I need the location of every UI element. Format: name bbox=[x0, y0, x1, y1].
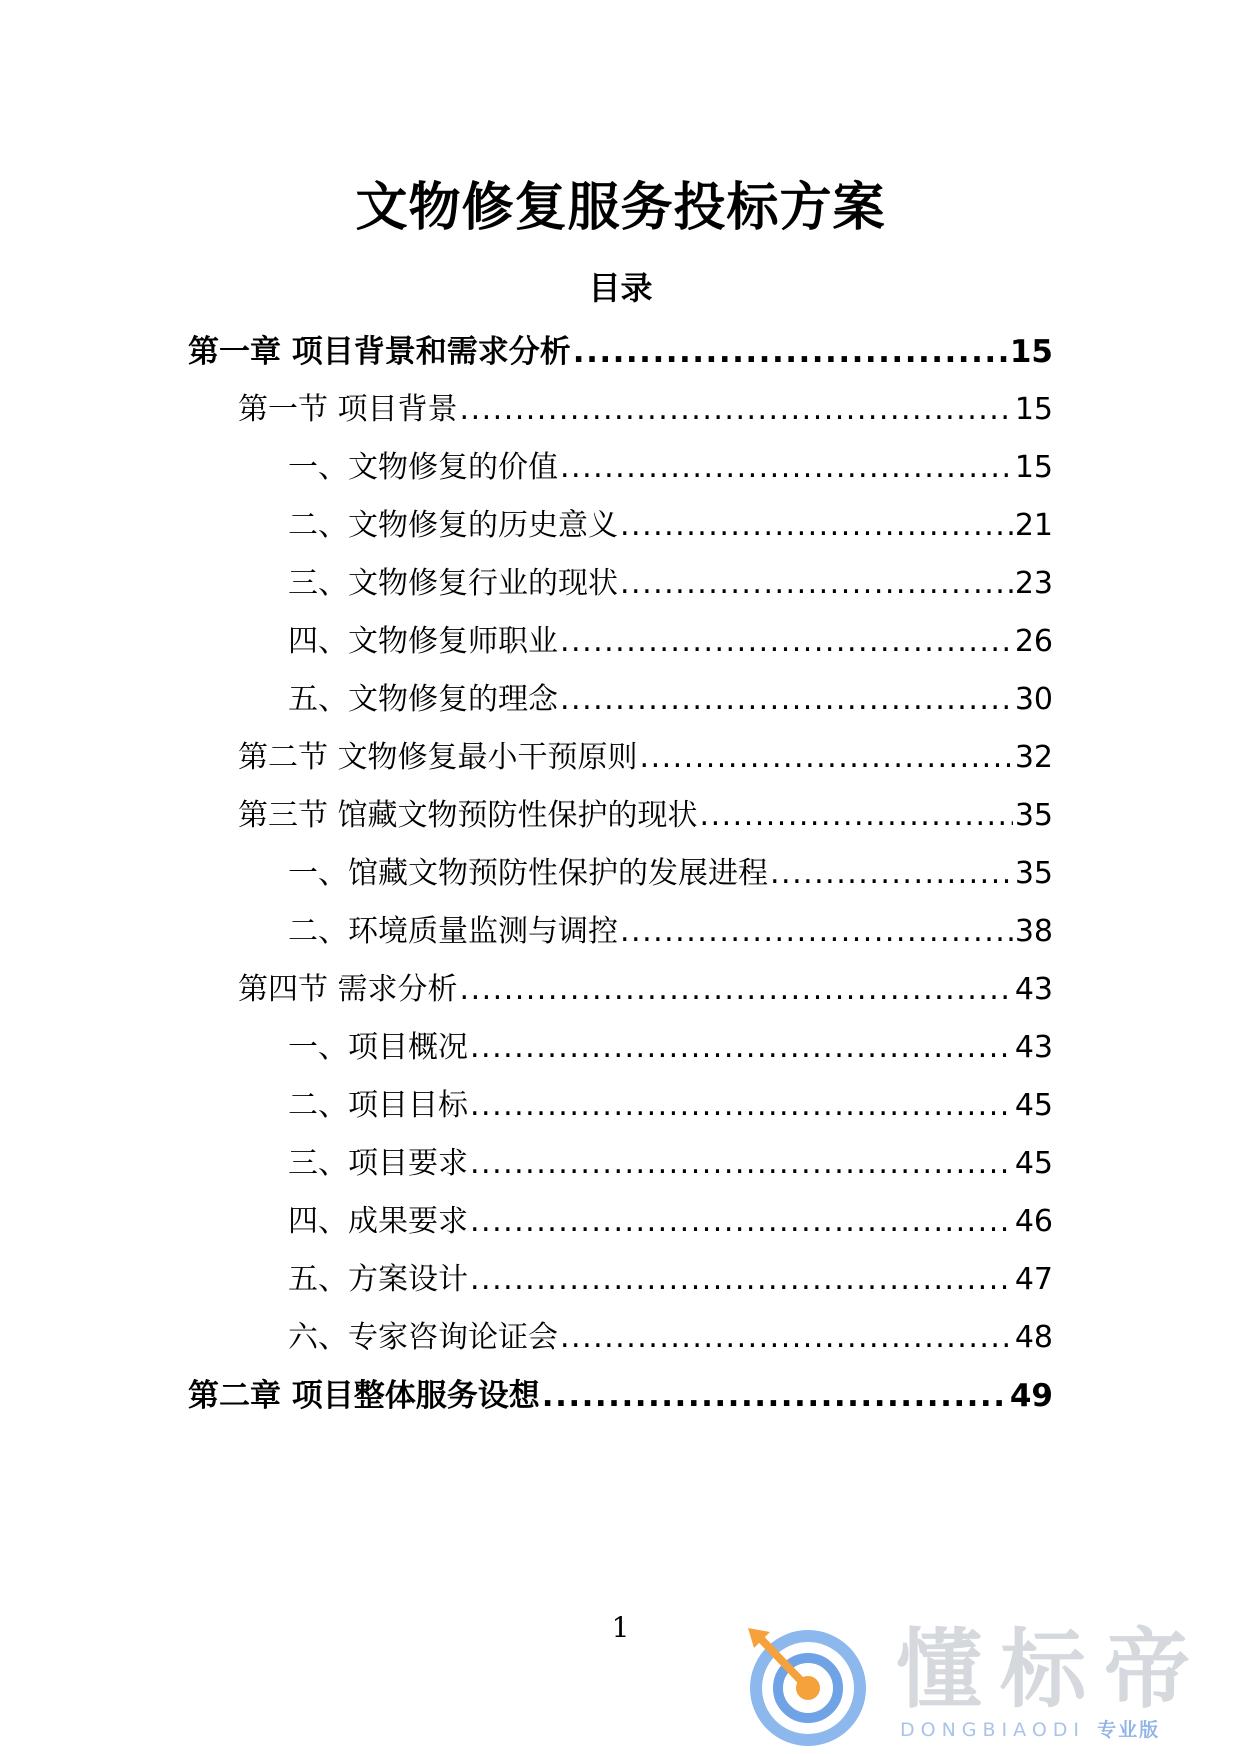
toc-entry[interactable] bbox=[288, 852, 1053, 896]
toc-entry[interactable] bbox=[238, 388, 1053, 432]
toc-entry[interactable] bbox=[288, 446, 1053, 490]
toc-entry[interactable] bbox=[288, 562, 1053, 606]
toc-entry-page: 23 bbox=[1014, 566, 1053, 601]
toc-entry-label: 第二节 文物修复最小干预原则 bbox=[238, 740, 638, 775]
toc-dot-leader bbox=[460, 968, 1013, 1012]
toc-entry-label: 四、成果要求 bbox=[288, 1204, 468, 1239]
toc-entry-label: 二、环境质量监测与调控 bbox=[288, 914, 618, 949]
watermark bbox=[740, 1622, 1220, 1748]
toc-entry-page: 35 bbox=[1014, 856, 1053, 891]
toc-entry[interactable] bbox=[288, 1258, 1053, 1302]
toc-entry-page: 46 bbox=[1014, 1204, 1053, 1239]
toc-entry-label: 五、文物修复的理念 bbox=[288, 682, 558, 717]
toc-dot-leader bbox=[620, 562, 1013, 606]
toc-entry-page: 47 bbox=[1014, 1262, 1053, 1297]
toc-entry-label: 第一章 项目背景和需求分析 bbox=[188, 334, 571, 370]
toc-dot-leader bbox=[470, 1084, 1013, 1128]
toc-dot-leader bbox=[560, 1316, 1013, 1360]
toc-entry-page: 15 bbox=[1014, 450, 1053, 485]
toc-entry-label: 第三节 馆藏文物预防性保护的现状 bbox=[238, 798, 698, 833]
toc-entry[interactable] bbox=[238, 794, 1053, 838]
toc-dot-leader bbox=[620, 910, 1013, 954]
toc-dot-leader bbox=[542, 1374, 1008, 1418]
toc-entry-label: 第二章 项目整体服务设想 bbox=[188, 1378, 540, 1414]
page-number: 1 bbox=[611, 1611, 630, 1644]
toc-entry-page: 43 bbox=[1014, 1030, 1053, 1065]
toc-entry[interactable] bbox=[288, 1200, 1053, 1244]
toc-entry-page: 15 bbox=[1014, 392, 1053, 427]
toc-entry-page: 26 bbox=[1014, 624, 1053, 659]
toc-entry[interactable] bbox=[238, 968, 1053, 1012]
toc-entry[interactable] bbox=[288, 1142, 1053, 1186]
toc-dot-leader bbox=[700, 794, 1013, 838]
toc-entry[interactable] bbox=[188, 330, 1053, 374]
toc-dot-leader bbox=[470, 1258, 1013, 1302]
toc-entry[interactable] bbox=[288, 504, 1053, 548]
toc-entry-page: 43 bbox=[1014, 972, 1053, 1007]
toc-entry-label: 第四节 需求分析 bbox=[238, 972, 458, 1007]
toc-dot-leader bbox=[560, 446, 1013, 490]
toc-dot-leader bbox=[460, 388, 1013, 432]
toc-entry-label: 一、文物修复的价值 bbox=[288, 450, 558, 485]
toc-dot-leader bbox=[470, 1200, 1013, 1244]
toc-entry-page: 38 bbox=[1014, 914, 1053, 949]
toc-entry-page: 32 bbox=[1014, 740, 1053, 775]
toc-entry[interactable] bbox=[288, 910, 1053, 954]
toc-entry-label: 三、项目要求 bbox=[288, 1146, 468, 1181]
toc-dot-leader bbox=[573, 330, 1008, 374]
toc-entry[interactable] bbox=[188, 1374, 1053, 1418]
toc-dot-leader bbox=[560, 620, 1013, 664]
toc-entry-page: 21 bbox=[1014, 508, 1053, 543]
toc-dot-leader bbox=[470, 1142, 1013, 1186]
toc-entry[interactable] bbox=[288, 678, 1053, 722]
toc-entry-label: 五、方案设计 bbox=[288, 1262, 468, 1297]
target-icon bbox=[740, 1622, 876, 1748]
watermark-latin: DONGBIAODI bbox=[900, 1719, 1086, 1741]
toc-entry-label: 一、馆藏文物预防性保护的发展进程 bbox=[288, 856, 768, 891]
toc-entry-label: 四、文物修复师职业 bbox=[288, 624, 558, 659]
toc-entry-label: 二、项目目标 bbox=[288, 1088, 468, 1123]
toc-entry[interactable] bbox=[288, 1026, 1053, 1070]
toc-dot-leader bbox=[770, 852, 1013, 896]
toc-entry-page: 48 bbox=[1014, 1320, 1053, 1355]
toc-entry-label: 六、专家咨询论证会 bbox=[288, 1320, 558, 1355]
toc-entry-page: 45 bbox=[1014, 1146, 1053, 1181]
toc-dot-leader bbox=[470, 1026, 1013, 1070]
toc-heading: 目录 bbox=[588, 269, 653, 307]
watermark-subtitle bbox=[900, 1718, 1160, 1742]
toc-entry-label: 第一节 项目背景 bbox=[238, 392, 458, 427]
toc-entry-page: 30 bbox=[1014, 682, 1053, 717]
toc-entry-page: 45 bbox=[1014, 1088, 1053, 1123]
document-title: 文物修复服务投标方案 bbox=[355, 178, 886, 238]
toc-entry-label: 一、项目概况 bbox=[288, 1030, 468, 1065]
toc-entry-page: 35 bbox=[1014, 798, 1053, 833]
toc-entry-page: 49 bbox=[1009, 1378, 1053, 1414]
watermark-brand-name: 懂标帝 bbox=[896, 1620, 1208, 1720]
toc-entry[interactable] bbox=[288, 1316, 1053, 1360]
toc-entry-label: 三、文物修复行业的现状 bbox=[288, 566, 618, 601]
toc-dot-leader bbox=[560, 678, 1013, 722]
toc-entry-page: 15 bbox=[1009, 334, 1053, 370]
toc-entry[interactable] bbox=[288, 620, 1053, 664]
toc-entry[interactable] bbox=[238, 736, 1053, 780]
toc-entry-label: 二、文物修复的历史意义 bbox=[288, 508, 618, 543]
watermark-edition: 专业版 bbox=[1097, 1719, 1161, 1741]
toc-entry[interactable] bbox=[288, 1084, 1053, 1128]
toc-dot-leader bbox=[640, 736, 1013, 780]
toc-dot-leader bbox=[620, 504, 1013, 548]
